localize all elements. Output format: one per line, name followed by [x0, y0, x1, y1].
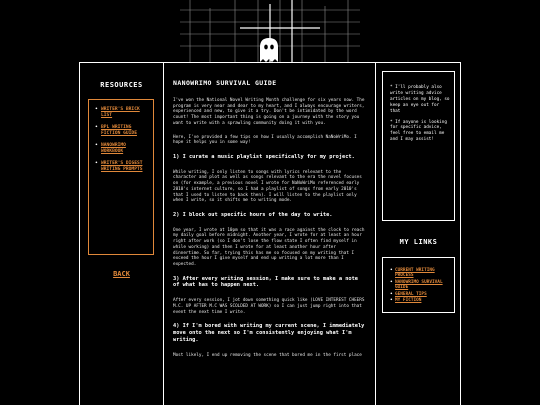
main-content — [164, 63, 373, 405]
link-my-fiction[interactable]: • MY FICTION — [390, 298, 451, 303]
resource-link-bpl-guide[interactable]: • BPL WRITING FICTION GUIDE — [95, 125, 149, 137]
tip-body: While writing, I only listen to songs with lyrics relevant to the character and plot as well as songs relevant to the era the novel focuses on (for example, a previous novel I wrote for NaNoWriMo referenced early 2010's internet culture, so I had a playlist of songs from early 2010's that I used to listen to back then). I will listen to the playlist only when I write, so it shifts me to writing mode. — [173, 169, 362, 204]
intro-paragraph: I've won the National Novel Writing Month challenge for six years now. The program is very near and dear to my heart, and I always encourage writers, experienced and new, to give it a try. Don't be intimidated by the word count! The most important thing is going on a journey with the story you want to write with a sprawling community doing it with you. — [173, 98, 365, 126]
my-links-heading: MY LINKS — [399, 238, 438, 246]
tip-heading: 2) I block out specific hours of the day to write. — [173, 211, 333, 218]
note-text: * If anyone is looking for specific advice, feel free to email me and I may assist! — [390, 119, 447, 143]
resource-link-brick-list[interactable]: • WRITER'S BRICK LIST — [95, 107, 149, 119]
tips-note-box — [382, 71, 455, 221]
resource-link-prompts[interactable]: • WRITER'S DIGEST WRITING PROMPTS — [95, 161, 149, 173]
intro-paragraph: Here, I've provided a few tips on how I usually accomplish NaNoWriMo. I hope it helps you in some way! — [173, 134, 357, 146]
tip-heading: 3) After every writing session, I make sure to make a note of what has to happen next. — [173, 275, 358, 289]
my-links-box — [382, 257, 455, 313]
link-general-tips[interactable]: • GENERAL TIPS — [390, 292, 451, 297]
right-sidebar — [375, 63, 461, 405]
tip-body: After every session, I jot down something quick like (LOVE INTEREST CHEERS M.C. UP AFTER M.C WAS SCOLDED AT WORK) so I can just jump right into that event the next time I write. — [173, 298, 365, 315]
link-survival-guide[interactable]: • NANOWRIMO SURVIVAL GUIDE — [390, 280, 451, 291]
left-sidebar — [80, 63, 164, 405]
ghost-icon — [258, 36, 280, 64]
tip-body: One year, I wrote at 10pm so that it was a race against the clock to reach my daily goal before midnight. Another year, I wrote for at least an hour right after work (so I don't lose the flow state I often find myself in while working) and then I wrote for at least another hour after dinnertime. So far, trying this has me so focused on my writing that I exceed the hour I give myself and end up writing a lot more than I expected. — [173, 227, 365, 267]
resources-box — [88, 99, 154, 255]
note-text: * I'll probably also write writing advice articles on my blog, so keep an eye out for that — [390, 85, 450, 114]
resource-link-workbook[interactable]: • NANOWRIMO WORKBOOK — [95, 143, 149, 155]
resources-heading: RESOURCES — [100, 81, 143, 89]
tip-heading: 1) I curate a music playlist specifically for my project. — [173, 153, 355, 160]
link-current-writing-process[interactable]: • CURRENT WRITING PROCESS — [390, 268, 451, 279]
tip-heading: 4) If I'm bored with writing my current scene, I immediately move onto the next so I'm consistently enjoying what I'm writing. — [173, 323, 365, 343]
back-link[interactable]: BACK — [113, 270, 130, 278]
post-title: NANOWRIMO SURVIVAL GUIDE — [173, 79, 277, 87]
tip-body: Most likely, I end up removing the scene that bored me in the first place — [173, 352, 362, 358]
